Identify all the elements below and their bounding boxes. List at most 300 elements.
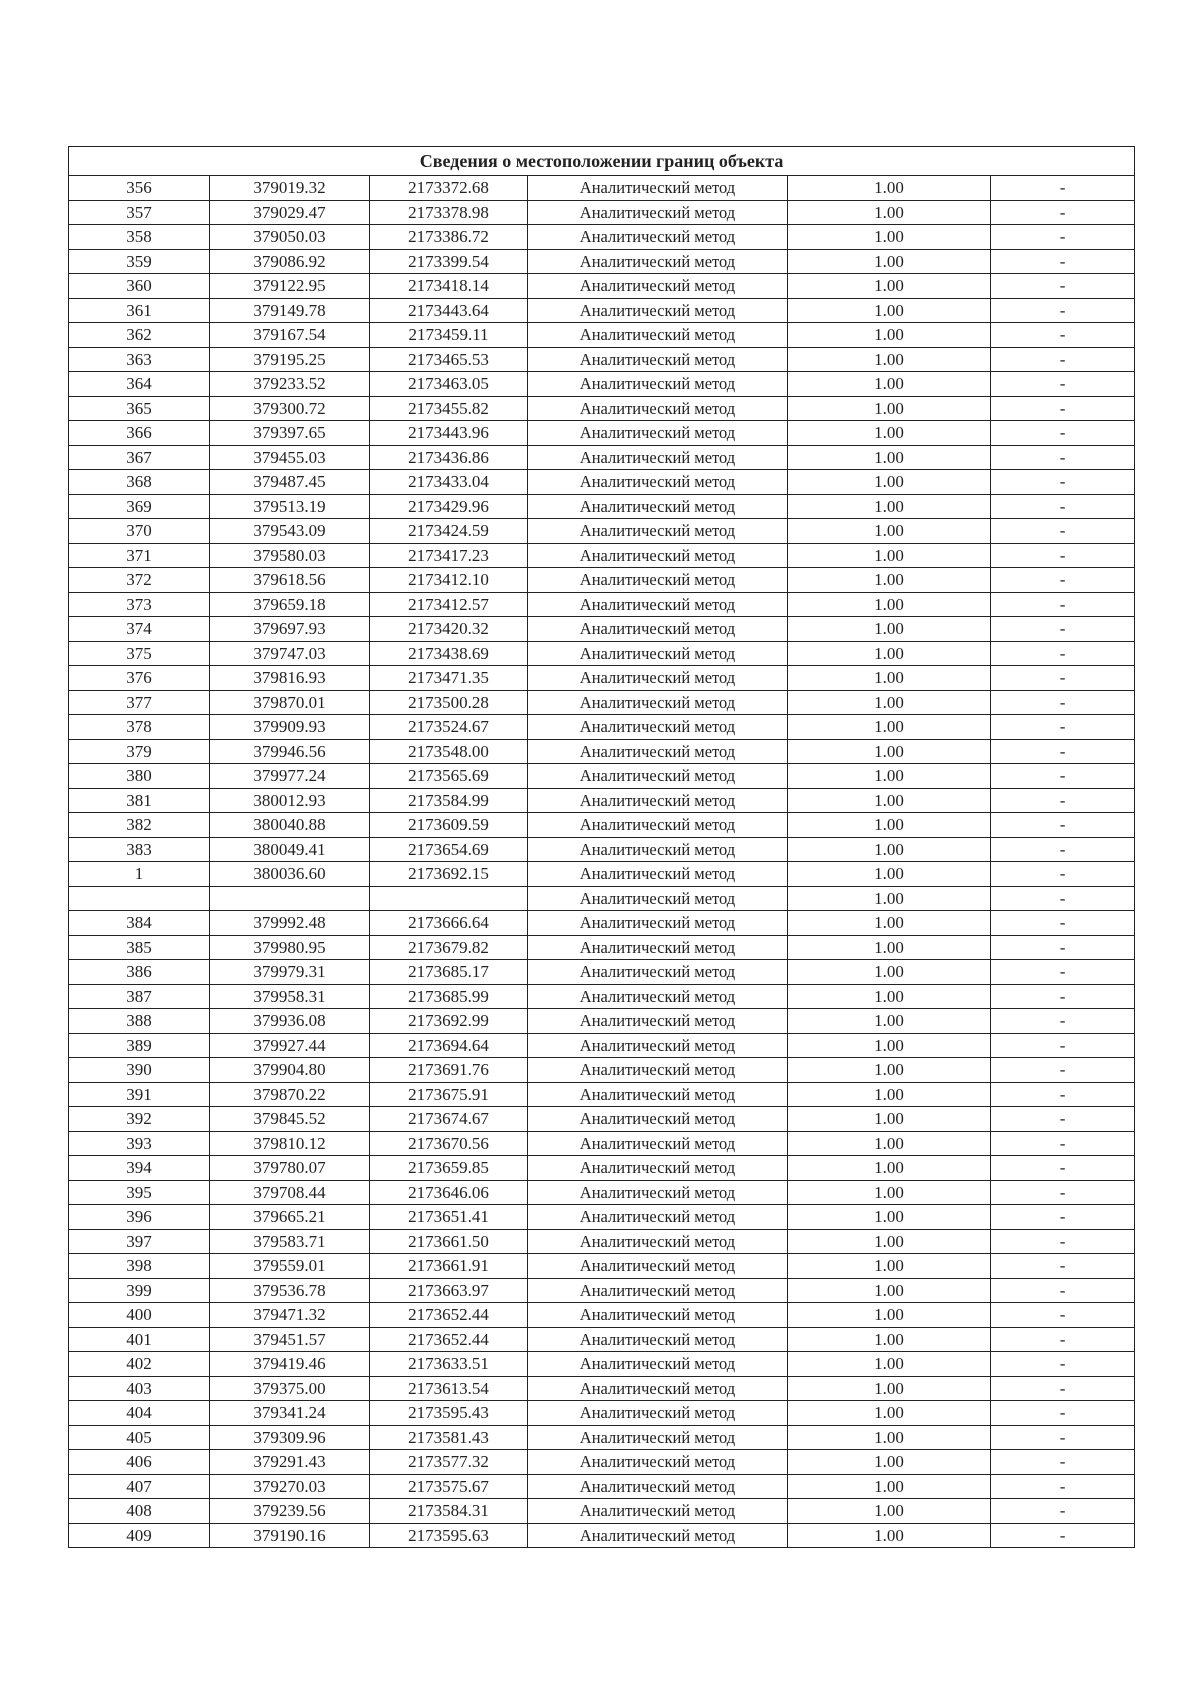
accuracy-value-cell: 1.00 [788,568,991,593]
determination-method-cell: Аналитический метод [528,1303,788,1328]
determination-method-cell: Аналитический метод [528,764,788,789]
description-value-cell: - [991,298,1135,323]
determination-method-cell: Аналитический метод [528,641,788,666]
point-number-cell: 365 [69,396,210,421]
accuracy-value-cell: 1.00 [788,1450,991,1475]
determination-method-cell: Аналитический метод [528,176,788,201]
coordinate-y-cell: 2173685.99 [370,984,528,1009]
point-number-cell: 404 [69,1401,210,1426]
point-number-cell: 391 [69,1082,210,1107]
coordinate-x-cell: 379513.19 [210,494,370,519]
point-number-cell: 387 [69,984,210,1009]
table-row [69,200,1135,225]
determination-method-cell: Аналитический метод [528,1523,788,1548]
point-number-cell: 385 [69,935,210,960]
description-value-cell: - [991,862,1135,887]
determination-method-cell: Аналитический метод [528,298,788,323]
accuracy-value-cell: 1.00 [788,764,991,789]
determination-method-cell: Аналитический метод [528,666,788,691]
coordinate-y-cell: 2173433.04 [370,470,528,495]
coordinate-y-cell: 2173565.69 [370,764,528,789]
description-value-cell: - [991,225,1135,250]
determination-method-cell: Аналитический метод [528,1425,788,1450]
table-body [69,176,1135,1548]
table-row [69,1376,1135,1401]
table-row [69,715,1135,740]
table-row [69,1425,1135,1450]
coordinate-y-cell: 2173459.11 [370,323,528,348]
coordinate-y-cell: 2173652.44 [370,1303,528,1328]
coordinate-y-cell: 2173463.05 [370,372,528,397]
point-number-cell: 362 [69,323,210,348]
accuracy-value-cell: 1.00 [788,813,991,838]
description-value-cell: - [991,715,1135,740]
determination-method-cell: Аналитический метод [528,1107,788,1132]
table-row [69,347,1135,372]
coordinate-y-cell: 2173692.15 [370,862,528,887]
boundary-table-container [68,146,1134,1548]
coordinate-y-cell: 2173661.91 [370,1254,528,1279]
table-row [69,960,1135,985]
point-number-cell: 386 [69,960,210,985]
accuracy-value-cell: 1.00 [788,347,991,372]
table-row [69,666,1135,691]
table-row [69,298,1135,323]
coordinate-x-cell: 379559.01 [210,1254,370,1279]
coordinate-x-cell: 379375.00 [210,1376,370,1401]
coordinate-y-cell: 2173609.59 [370,813,528,838]
determination-method-cell: Аналитический метод [528,421,788,446]
accuracy-value-cell: 1.00 [788,494,991,519]
determination-method-cell: Аналитический метод [528,1131,788,1156]
determination-method-cell: Аналитический метод [528,200,788,225]
coordinate-x-cell: 379122.95 [210,274,370,299]
description-value-cell: - [991,1107,1135,1132]
point-number-cell: 357 [69,200,210,225]
description-value-cell: - [991,445,1135,470]
table-row [69,690,1135,715]
accuracy-value-cell: 1.00 [788,935,991,960]
accuracy-value-cell: 1.00 [788,1376,991,1401]
accuracy-value-cell: 1.00 [788,1303,991,1328]
coordinate-x-cell: 379029.47 [210,200,370,225]
point-number-cell: 360 [69,274,210,299]
table-row [69,396,1135,421]
determination-method-cell: Аналитический метод [528,617,788,642]
accuracy-value-cell: 1.00 [788,1156,991,1181]
coordinate-x-cell: 379300.72 [210,396,370,421]
description-value-cell: - [991,788,1135,813]
coordinate-y-cell: 2173471.35 [370,666,528,691]
description-value-cell: - [991,519,1135,544]
coordinate-x-cell: 379233.52 [210,372,370,397]
description-value-cell: - [991,1058,1135,1083]
accuracy-value-cell: 1.00 [788,1523,991,1548]
coordinate-y-cell: 2173675.91 [370,1082,528,1107]
description-value-cell: - [991,1180,1135,1205]
description-value-cell: - [991,739,1135,764]
coordinate-x-cell: 379977.24 [210,764,370,789]
accuracy-value-cell: 1.00 [788,445,991,470]
coordinate-y-cell: 2173412.57 [370,592,528,617]
coordinate-x-cell: 379747.03 [210,641,370,666]
coordinate-y-cell: 2173378.98 [370,200,528,225]
determination-method-cell: Аналитический метод [528,225,788,250]
accuracy-value-cell: 1.00 [788,200,991,225]
coordinate-x-cell: 380049.41 [210,837,370,862]
description-value-cell: - [991,960,1135,985]
description-value-cell: - [991,1523,1135,1548]
description-value-cell: - [991,592,1135,617]
accuracy-value-cell: 1.00 [788,1327,991,1352]
table-row [69,1352,1135,1377]
coordinate-x-cell: 379536.78 [210,1278,370,1303]
accuracy-value-cell: 1.00 [788,1107,991,1132]
table-row [69,225,1135,250]
accuracy-value-cell: 1.00 [788,1278,991,1303]
coordinate-x-cell: 379167.54 [210,323,370,348]
coordinate-x-cell: 379927.44 [210,1033,370,1058]
determination-method-cell: Аналитический метод [528,739,788,764]
table-row [69,1450,1135,1475]
coordinate-y-cell: 2173424.59 [370,519,528,544]
description-value-cell: - [991,176,1135,201]
coordinate-y-cell: 2173652.44 [370,1327,528,1352]
table-row [69,176,1135,201]
determination-method-cell: Аналитический метод [528,1180,788,1205]
determination-method-cell: Аналитический метод [528,960,788,985]
coordinate-x-cell: 379946.56 [210,739,370,764]
accuracy-value-cell: 1.00 [788,176,991,201]
description-value-cell: - [991,1205,1135,1230]
point-number-cell: 377 [69,690,210,715]
determination-method-cell: Аналитический метод [528,274,788,299]
coordinate-x-cell: 379309.96 [210,1425,370,1450]
determination-method-cell: Аналитический метод [528,1499,788,1524]
coordinate-x-cell: 379190.16 [210,1523,370,1548]
coordinate-y-cell: 2173674.67 [370,1107,528,1132]
table-row [69,984,1135,1009]
boundary-coordinates-table [68,146,1135,1548]
description-value-cell: - [991,323,1135,348]
determination-method-cell: Аналитический метод [528,1352,788,1377]
description-value-cell: - [991,1352,1135,1377]
table-row [69,470,1135,495]
point-number-cell: 393 [69,1131,210,1156]
coordinate-x-cell: 379195.25 [210,347,370,372]
point-number-cell: 361 [69,298,210,323]
coordinate-x-cell: 379665.21 [210,1205,370,1230]
table-row [69,1278,1135,1303]
coordinate-y-cell [370,886,528,911]
accuracy-value-cell: 1.00 [788,739,991,764]
coordinate-y-cell: 2173548.00 [370,739,528,764]
coordinate-y-cell: 2173613.54 [370,1376,528,1401]
table-row [69,1401,1135,1426]
point-number-cell: 364 [69,372,210,397]
coordinate-x-cell: 379936.08 [210,1009,370,1034]
determination-method-cell: Аналитический метод [528,1058,788,1083]
coordinate-x-cell: 379341.24 [210,1401,370,1426]
coordinate-x-cell: 379455.03 [210,445,370,470]
coordinate-y-cell: 2173646.06 [370,1180,528,1205]
description-value-cell: - [991,1229,1135,1254]
coordinate-x-cell: 379270.03 [210,1474,370,1499]
table-row [69,935,1135,960]
point-number-cell: 375 [69,641,210,666]
point-number-cell: 399 [69,1278,210,1303]
coordinate-y-cell: 2173679.82 [370,935,528,960]
coordinate-y-cell: 2173692.99 [370,1009,528,1034]
table-row [69,1156,1135,1181]
coordinate-y-cell: 2173691.76 [370,1058,528,1083]
description-value-cell: - [991,617,1135,642]
accuracy-value-cell: 1.00 [788,1082,991,1107]
point-number-cell: 402 [69,1352,210,1377]
point-number-cell: 368 [69,470,210,495]
accuracy-value-cell: 1.00 [788,1401,991,1426]
description-value-cell: - [991,1450,1135,1475]
description-value-cell: - [991,764,1135,789]
coordinate-y-cell: 2173633.51 [370,1352,528,1377]
coordinate-x-cell: 379451.57 [210,1327,370,1352]
accuracy-value-cell: 1.00 [788,298,991,323]
point-number-cell [69,886,210,911]
table-row [69,1058,1135,1083]
point-number-cell: 371 [69,543,210,568]
point-number-cell: 406 [69,1450,210,1475]
coordinate-y-cell: 2173386.72 [370,225,528,250]
coordinate-y-cell: 2173412.10 [370,568,528,593]
description-value-cell: - [991,494,1135,519]
description-value-cell: - [991,274,1135,299]
coordinate-y-cell: 2173418.14 [370,274,528,299]
table-row [69,641,1135,666]
accuracy-value-cell: 1.00 [788,1180,991,1205]
table-row [69,1082,1135,1107]
coordinate-x-cell: 379697.93 [210,617,370,642]
table-row [69,1474,1135,1499]
accuracy-value-cell: 1.00 [788,1352,991,1377]
table-row [69,445,1135,470]
coordinate-y-cell: 2173417.23 [370,543,528,568]
description-value-cell: - [991,1131,1135,1156]
determination-method-cell: Аналитический метод [528,1474,788,1499]
table-row [69,1205,1135,1230]
coordinate-x-cell [210,886,370,911]
table-row [69,886,1135,911]
coordinate-y-cell: 2173372.68 [370,176,528,201]
point-number-cell: 380 [69,764,210,789]
point-number-cell: 398 [69,1254,210,1279]
coordinate-y-cell: 2173443.64 [370,298,528,323]
table-title: Сведения о местоположении границ объекта [69,147,1135,176]
determination-method-cell: Аналитический метод [528,470,788,495]
description-value-cell: - [991,984,1135,1009]
coordinate-x-cell: 379086.92 [210,249,370,274]
coordinate-y-cell: 2173465.53 [370,347,528,372]
table-row [69,323,1135,348]
description-value-cell: - [991,1303,1135,1328]
accuracy-value-cell: 1.00 [788,1425,991,1450]
coordinate-y-cell: 2173595.43 [370,1401,528,1426]
determination-method-cell: Аналитический метод [528,1009,788,1034]
determination-method-cell: Аналитический метод [528,519,788,544]
description-value-cell: - [991,690,1135,715]
point-number-cell: 383 [69,837,210,862]
table-row [69,862,1135,887]
table-row [69,1107,1135,1132]
accuracy-value-cell: 1.00 [788,690,991,715]
table-row [69,764,1135,789]
coordinate-x-cell: 379019.32 [210,176,370,201]
description-value-cell: - [991,470,1135,495]
accuracy-value-cell: 1.00 [788,1033,991,1058]
accuracy-value-cell: 1.00 [788,470,991,495]
table-row [69,1229,1135,1254]
point-number-cell: 379 [69,739,210,764]
table-row [69,1131,1135,1156]
coordinate-y-cell: 2173420.32 [370,617,528,642]
point-number-cell: 389 [69,1033,210,1058]
point-number-cell: 405 [69,1425,210,1450]
coordinate-y-cell: 2173661.50 [370,1229,528,1254]
table-row [69,1180,1135,1205]
determination-method-cell: Аналитический метод [528,396,788,421]
description-value-cell: - [991,666,1135,691]
accuracy-value-cell: 1.00 [788,1229,991,1254]
determination-method-cell: Аналитический метод [528,886,788,911]
table-row [69,592,1135,617]
description-value-cell: - [991,1499,1135,1524]
description-value-cell: - [991,1425,1135,1450]
coordinate-y-cell: 2173443.96 [370,421,528,446]
description-value-cell: - [991,886,1135,911]
description-value-cell: - [991,543,1135,568]
point-number-cell: 403 [69,1376,210,1401]
coordinate-x-cell: 379870.22 [210,1082,370,1107]
table-row [69,1009,1135,1034]
point-number-cell: 397 [69,1229,210,1254]
coordinate-x-cell: 379816.93 [210,666,370,691]
description-value-cell: - [991,200,1135,225]
coordinate-x-cell: 379870.01 [210,690,370,715]
point-number-cell: 359 [69,249,210,274]
determination-method-cell: Аналитический метод [528,1327,788,1352]
determination-method-cell: Аналитический метод [528,1401,788,1426]
determination-method-cell: Аналитический метод [528,1229,788,1254]
coordinate-x-cell: 379708.44 [210,1180,370,1205]
coordinate-y-cell: 2173663.97 [370,1278,528,1303]
coordinate-x-cell: 379149.78 [210,298,370,323]
accuracy-value-cell: 1.00 [788,911,991,936]
table-row [69,739,1135,764]
accuracy-value-cell: 1.00 [788,372,991,397]
point-number-cell: 392 [69,1107,210,1132]
coordinate-x-cell: 379909.93 [210,715,370,740]
coordinate-y-cell: 2173575.67 [370,1474,528,1499]
description-value-cell: - [991,1033,1135,1058]
description-value-cell: - [991,1156,1135,1181]
table-row [69,519,1135,544]
coordinate-x-cell: 379397.65 [210,421,370,446]
description-value-cell: - [991,641,1135,666]
coordinate-y-cell: 2173595.63 [370,1523,528,1548]
accuracy-value-cell: 1.00 [788,862,991,887]
accuracy-value-cell: 1.00 [788,1009,991,1034]
accuracy-value-cell: 1.00 [788,1205,991,1230]
description-value-cell: - [991,935,1135,960]
accuracy-value-cell: 1.00 [788,519,991,544]
description-value-cell: - [991,396,1135,421]
description-value-cell: - [991,837,1135,862]
accuracy-value-cell: 1.00 [788,984,991,1009]
determination-method-cell: Аналитический метод [528,249,788,274]
point-number-cell: 396 [69,1205,210,1230]
coordinate-y-cell: 2173399.54 [370,249,528,274]
description-value-cell: - [991,1009,1135,1034]
coordinate-y-cell: 2173584.31 [370,1499,528,1524]
determination-method-cell: Аналитический метод [528,1254,788,1279]
coordinate-y-cell: 2173670.56 [370,1131,528,1156]
accuracy-value-cell: 1.00 [788,421,991,446]
coordinate-x-cell: 379239.56 [210,1499,370,1524]
determination-method-cell: Аналитический метод [528,592,788,617]
table-row [69,372,1135,397]
coordinate-y-cell: 2173500.28 [370,690,528,715]
accuracy-value-cell: 1.00 [788,1131,991,1156]
description-value-cell: - [991,568,1135,593]
coordinate-x-cell: 380040.88 [210,813,370,838]
coordinate-x-cell: 379050.03 [210,225,370,250]
coordinate-x-cell: 379618.56 [210,568,370,593]
description-value-cell: - [991,1254,1135,1279]
description-value-cell: - [991,1474,1135,1499]
table-row [69,1033,1135,1058]
table-row [69,274,1135,299]
description-value-cell: - [991,347,1135,372]
coordinate-x-cell: 380036.60 [210,862,370,887]
coordinate-y-cell: 2173577.32 [370,1450,528,1475]
coordinate-y-cell: 2173584.99 [370,788,528,813]
point-number-cell: 381 [69,788,210,813]
determination-method-cell: Аналитический метод [528,1376,788,1401]
determination-method-cell: Аналитический метод [528,1450,788,1475]
coordinate-x-cell: 379810.12 [210,1131,370,1156]
table-row [69,568,1135,593]
accuracy-value-cell: 1.00 [788,274,991,299]
coordinate-x-cell: 379980.95 [210,935,370,960]
coordinate-x-cell: 379471.32 [210,1303,370,1328]
accuracy-value-cell: 1.00 [788,960,991,985]
accuracy-value-cell: 1.00 [788,543,991,568]
coordinate-y-cell: 2173429.96 [370,494,528,519]
coordinate-x-cell: 379780.07 [210,1156,370,1181]
point-number-cell: 363 [69,347,210,372]
determination-method-cell: Аналитический метод [528,494,788,519]
table-row [69,813,1135,838]
description-value-cell: - [991,1401,1135,1426]
accuracy-value-cell: 1.00 [788,617,991,642]
coordinate-y-cell: 2173666.64 [370,911,528,936]
determination-method-cell: Аналитический метод [528,445,788,470]
determination-method-cell: Аналитический метод [528,1082,788,1107]
coordinate-x-cell: 379659.18 [210,592,370,617]
coordinate-y-cell: 2173455.82 [370,396,528,421]
determination-method-cell: Аналитический метод [528,715,788,740]
accuracy-value-cell: 1.00 [788,715,991,740]
determination-method-cell: Аналитический метод [528,568,788,593]
